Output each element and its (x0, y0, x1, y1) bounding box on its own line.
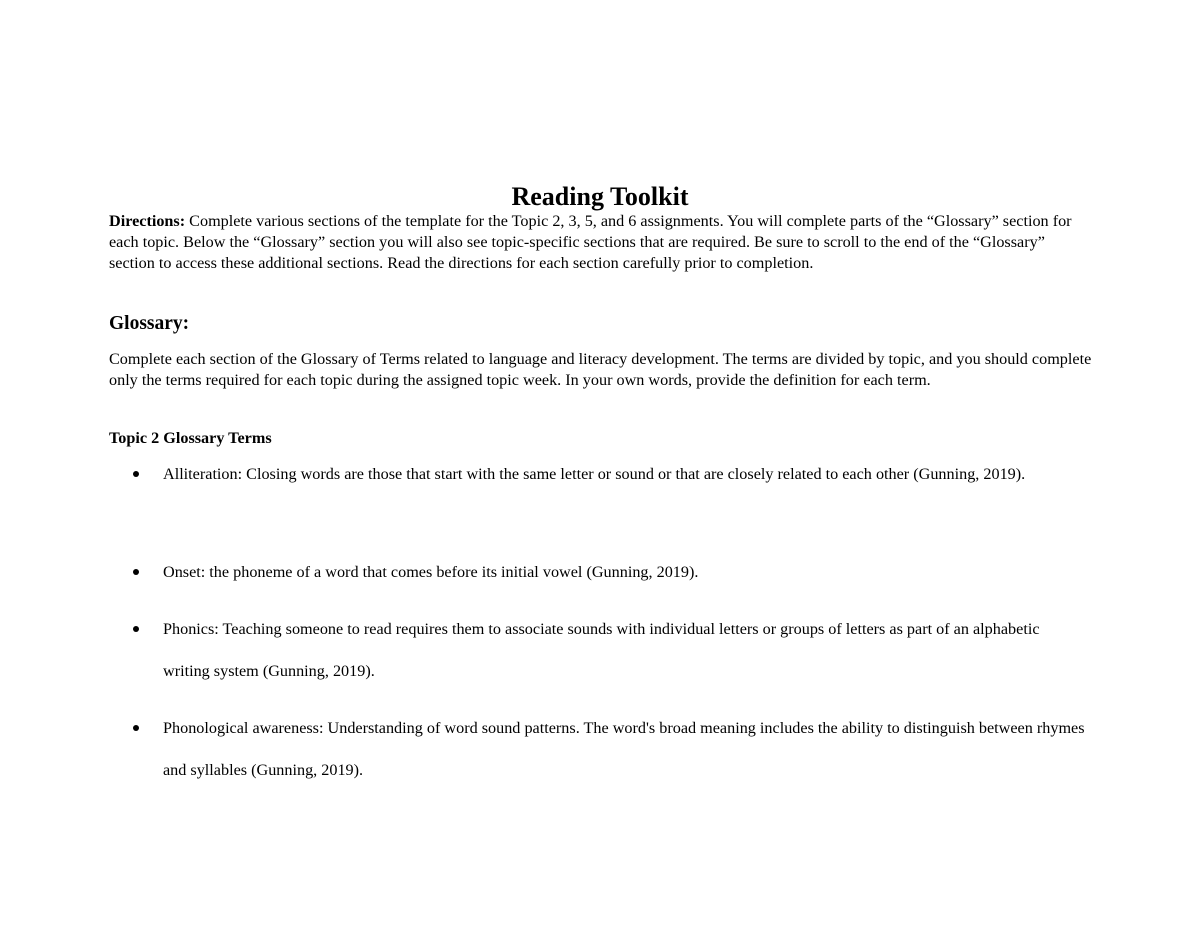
glossary-term (163, 608, 1088, 692)
bullet-icon (133, 626, 139, 632)
glossary-heading: Glossary: (109, 313, 190, 334)
glossary-term-text: Phonics: Teaching someone to read requires them to associate sounds with individual letters or groups of letters as part of an alphabetic writing system (Gunning, 2019). (163, 620, 1040, 680)
directions-label: Directions: (109, 212, 186, 230)
bullet-icon (133, 471, 139, 477)
glossary-term (163, 707, 1088, 791)
glossary-intro: Complete each section of the Glossary of Terms related to language and literacy development. The terms are divided by topic, and you should complete only the terms required for each topic during the assigned topic week. In your own words, provide the definition for each term. (109, 350, 1092, 389)
page-title: Reading Toolkit (511, 182, 689, 212)
topic-heading: Topic 2 Glossary Terms (109, 429, 272, 447)
bullet-icon (133, 725, 139, 731)
glossary-term (163, 551, 1088, 593)
glossary-term-text: Phonological awareness: Understanding of word sound patterns. The word's broad meaning includes the ability to distinguish between rhymes and syllables (Gunning, 2019). (163, 719, 1085, 779)
glossary-term-text: Alliteration: Closing words are those that start with the same letter or sound or that are closely related to each other (Gunning, 2019). (163, 465, 1026, 483)
directions-text: Complete various sections of the template for the Topic 2, 3, 5, and 6 assignments. You will complete parts of the “Glossary” section for each topic. Below the “Glossary” section you will also see topic-specific sections that are required. Be sure to scroll to the end of the “Glossary” section to access these additional sections. Read the directions for each section carefully prior to completion. (109, 212, 1072, 272)
glossary-term (163, 453, 1088, 495)
bullet-icon (133, 569, 139, 575)
glossary-term-text: Onset: the phoneme of a word that comes before its initial vowel (Gunning, 2019). (163, 563, 699, 581)
